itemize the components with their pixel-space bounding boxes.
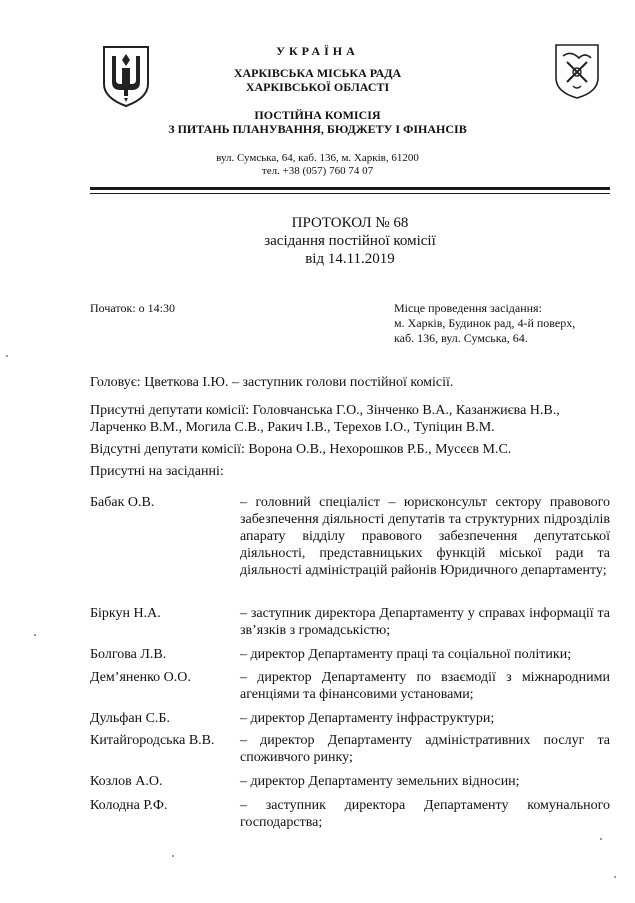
phone: тел. +38 (057) 760 74 07	[261, 165, 374, 177]
place-line-2: м. Харків, Будинок рад, 4-й поверх,	[394, 316, 576, 330]
attendee-name: Біркун Н.А.	[90, 606, 161, 621]
meeting-place	[394, 301, 624, 346]
attendee-role: – директор Департаменту земельних відносин;	[240, 774, 520, 789]
attendee-role: – директор Департаменту праці та соціальної політики;	[240, 647, 572, 662]
scan-speck	[172, 855, 174, 857]
header-council	[0, 66, 635, 94]
council-line-2: ХАРКІВСЬКОЇ ОБЛАСТІ	[245, 80, 390, 94]
header-divider-thick	[90, 187, 610, 190]
committee-line-2: З ПИТАНЬ ПЛАНУВАННЯ, БЮДЖЕТУ І ФІНАНСІВ	[168, 122, 467, 136]
place-line-3: каб. 136, вул. Сумська, 64.	[394, 331, 528, 345]
header-contacts	[0, 152, 635, 178]
present-deputies-line-1: Присутні депутати комісії: Головчанська Г.О., Зінченко В.А., Казанжиєва Н.В.,	[90, 403, 560, 418]
council-line-1: ХАРКІВСЬКА МІСЬКА РАДА	[233, 66, 402, 80]
meeting-start: Початок: о 14:30	[90, 301, 175, 315]
absent-deputies: Відсутні депутати комісії: Ворона О.В., Нехорошков Р.Б., Мусєєв М.С.	[90, 442, 512, 457]
attendee-name: Колодна Р.Ф.	[90, 798, 168, 813]
place-line-1: Місце проведення засідання:	[394, 301, 542, 315]
attendee-role: – головний спеціаліст – юрисконсульт сектору правового забезпечення діяльності депутатів та структурних підрозділів апарату відділу правового забезпечення депутатської діяльності, представницьких функцій міської ради та діяльності адміністрацій районів Юридичного департаменту;	[240, 495, 610, 578]
scan-speck	[614, 876, 616, 878]
chair-line: Головує: Цветкова І.Ю. – заступник голови постійної комісії.	[90, 375, 454, 390]
present-label: Присутні на засіданні:	[90, 464, 224, 479]
protocol-date: від 14.11.2019	[305, 251, 395, 267]
protocol-heading	[0, 214, 635, 268]
present-deputies	[90, 402, 618, 436]
scan-speck	[600, 838, 602, 840]
attendee-name: Болгова Л.В.	[90, 647, 167, 662]
header-committee	[0, 108, 635, 136]
attendee-name: Китайгородська В.В.	[90, 733, 215, 748]
header-country: УКРАЇНА	[276, 44, 359, 58]
attendee-name: Козлов А.О.	[90, 774, 163, 789]
protocol-title: ПРОТОКОЛ № 68	[291, 215, 409, 231]
attendee-name: Дульфан С.Б.	[90, 711, 170, 726]
header-divider-thin	[90, 193, 610, 194]
attendee-name: Дем’яненко О.О.	[90, 670, 191, 685]
attendee-role: – директор Департаменту інфраструктури;	[240, 711, 495, 726]
attendee-role: – директор Департаменту по взаємодії з міжнародними агенціями та фінансовими установами;	[240, 670, 610, 702]
protocol-subtitle: засідання постійної комісії	[264, 233, 436, 249]
address: вул. Сумська, 64, каб. 136, м. Харків, 61200	[216, 152, 419, 164]
present-deputies-line-2: Ларченко В.М., Могила С.В., Ракич І.В., Терехов І.О., Тупіцин В.М.	[90, 420, 495, 435]
attendee-name: Бабак О.В.	[90, 495, 155, 510]
attendee-role: – директор Департаменту адміністративних послуг та споживчого ринку;	[240, 733, 610, 765]
committee-line-1: ПОСТІЙНА КОМІСІЯ	[254, 108, 381, 122]
attendee-role: – заступник директора Департаменту у справах інформації та зв’язків з громадськістю;	[240, 606, 610, 638]
scan-speck	[6, 355, 8, 357]
scan-speck	[34, 634, 36, 636]
attendee-role: – заступник директора Департаменту комунального господарства;	[240, 798, 610, 830]
